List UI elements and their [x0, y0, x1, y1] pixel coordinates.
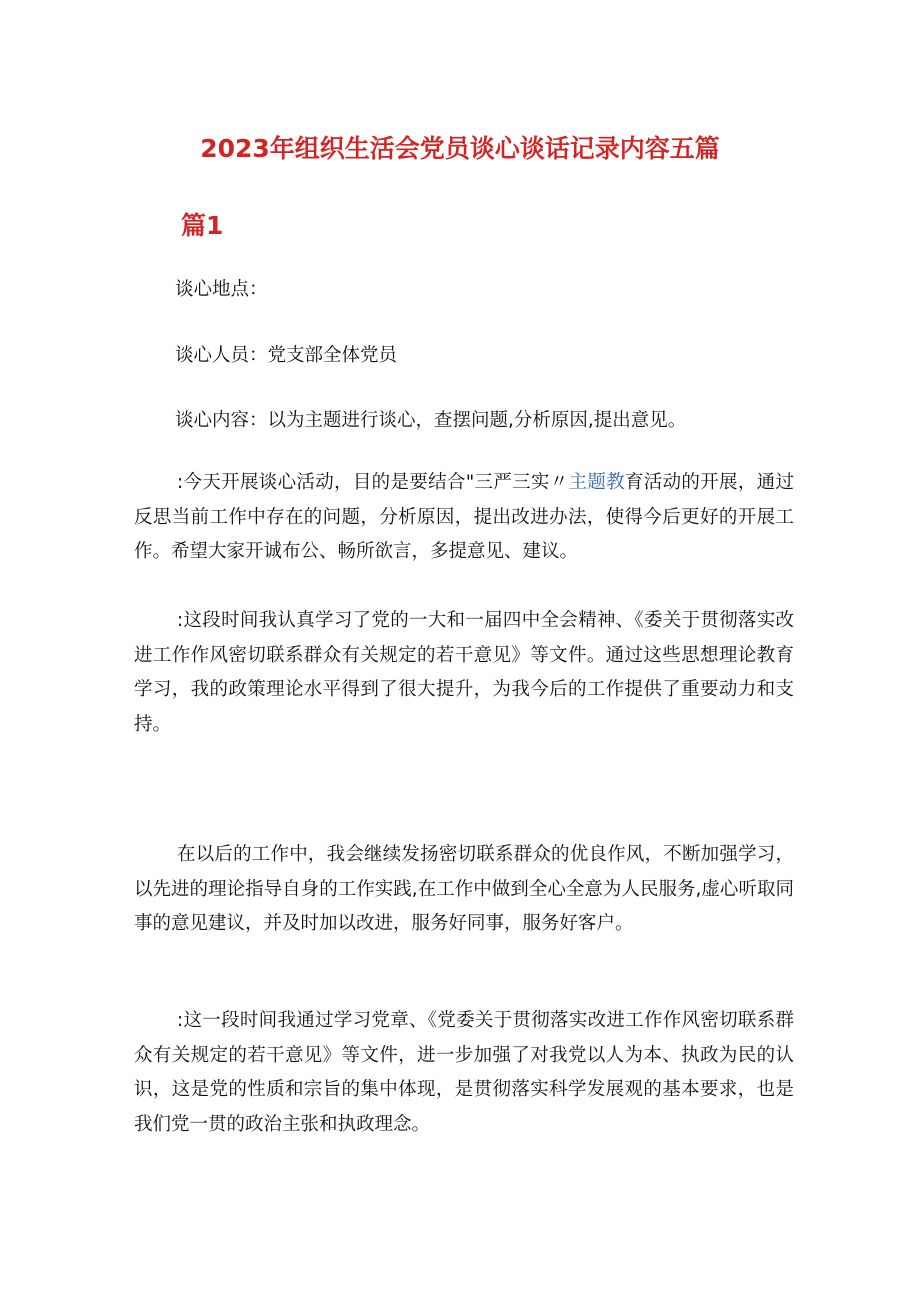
- section-heading: 篇1: [181, 211, 224, 240]
- paragraph-1-text-b: 育活动的开展，通过反思当前工作中存在的问题，分析原因，提出改进办法，使得今后更好的开展工作。希望大家开诚布公、畅所欲言，多提意见、建议。: [134, 472, 794, 562]
- field-people: 谈心人员：党支部全体党员: [175, 345, 398, 366]
- document-title: 2023年组织生活会党员谈心谈话记录内容五篇: [200, 134, 720, 163]
- paragraph-2: :这段时间我认真学习了党的一大和一届四中全会精神、《委关于贯彻落实改进工作作风密切联系群众有关规定的若干意见》等文件。通过这些思想理论教育学习，我的政策理论水平得到了很大提升，为我今后的工作提供了重要动力和支持。: [134, 610, 794, 735]
- paragraph-1-text-a: :今天开展谈心活动，目的是要结合"三严三实〃: [177, 472, 569, 493]
- field-content: 谈心内容：以为主题进行谈心，查摆问题,分析原因,提出意见。: [175, 410, 687, 431]
- theme-education-link[interactable]: 主题教: [568, 472, 625, 493]
- paragraph-3: 在以后的工作中，我会继续发扬密切联系群众的优良作风，不断加强学习，以先进的理论指导自身的工作实践,在工作中做到全心全意为人民服务,虚心听取同事的意见建议，并及时加以改进，服务好同事，服务好客户。: [134, 844, 794, 934]
- paragraph-4: :这一段时间我通过学习党章、《党委关于贯彻落实改进工作作风密切联系群众有关规定的若干意见》等文件，进一步加强了对我党以人为本、执政为民的认识，这是党的性质和宗旨的集中体现，是贯彻落实科学发展观的基本要求，也是我们党一贯的政治主张和执政理念。: [134, 1010, 794, 1135]
- paragraph-1: [134, 466, 794, 570]
- field-location: 谈心地点：: [175, 279, 268, 300]
